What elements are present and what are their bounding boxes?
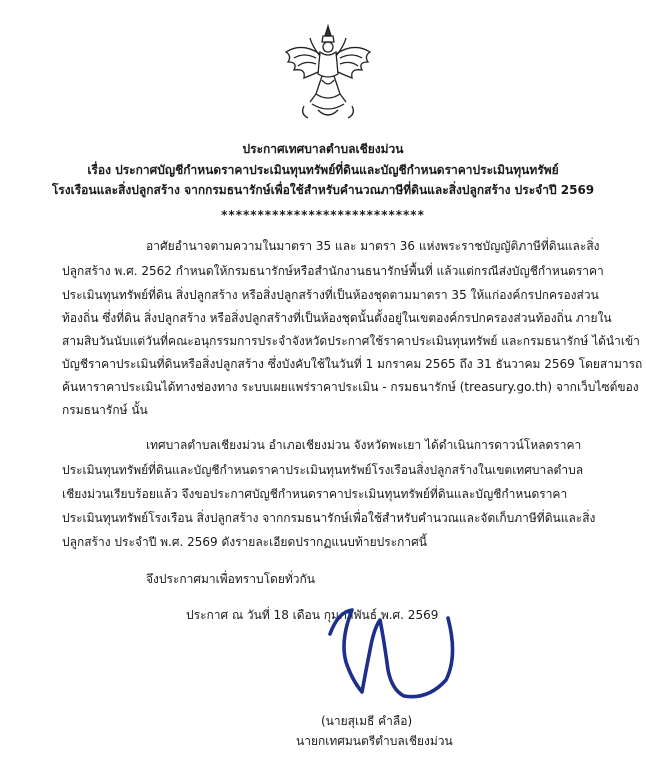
separator-stars: **************************** [221,208,425,222]
signer-name: (นายสุเมธี คำลือ) [321,714,413,728]
subject-line-2: โรงเรือนและสิ่งปลูกสร้าง จากกรมธนารักษ์เพื่อใช้สำหรับคำนวณภาษีที่ดินและสิ่งปลูกสร้าง ประจำปี 2569 [51,183,595,197]
issuer-heading: ประกาศเทศบาลตำบลเชียงม่วน [242,142,404,156]
signer-title: นายกเทศมนตรีตำบลเชียงม่วน [296,734,453,748]
para2-line: ประเมินทุนทรัพย์โรงเรือน สิ่งปลูกสร้าง จากกรมธนารักษ์เพื่อใช้สำหรับคำนวณและจัดเก็บภาษีที่ดินและสิ่ง [62,511,596,525]
para2-line: เชียงม่วนเรียบร้อยแล้ว จึงขอประกาศบัญชีกำหนดราคาประเมินทุนทรัพย์ที่ดินและบัญชีกำหนดราคา [62,487,568,501]
garuda-emblem-icon [282,22,374,126]
para1-line: ท้องถิ่น ซึ่งที่ดิน สิ่งปลูกสร้าง หรือสิ่งปลูกสร้างที่เป็นห้องชุดนั้นตั้งอยู่ในเขตองค์กรปกครองส่วนท้องถิ่น ภายใน [62,311,612,325]
handwritten-signature [318,600,458,718]
para1-line: ปลูกสร้าง พ.ศ. 2562 กำหนดให้กรมธนารักษ์หรือสำนักงานธนารักษ์พื้นที่ แล้วแต่กรณีส่งบัญชีกำหนดราคา [62,264,604,278]
para2-line: เทศบาลตำบลเชียงม่วน อำเภอเชียงม่วน จังหวัดพะเยา ได้ดำเนินการดาวน์โหลดราคา [146,438,582,452]
para1-line: กรมธนารักษ์ นั้น [62,403,148,417]
para1-line: ประเมินทุนทรัพย์ที่ดิน สิ่งปลูกสร้าง หรือสิ่งปลูกสร้างที่เป็นห้องชุดตามมาตรา 35 ให้แก่องค์กรปกครองส่วน [62,288,599,302]
date-line: ประกาศ ณ วันที่ 18 เดือน กุมภาพันธ์ พ.ศ. 2569 [186,608,439,622]
subject-line-1: เรื่อง ประกาศบัญชีกำหนดราคาประเมินทุนทรัพย์ที่ดินและบัญชีกำหนดราคาประเมินทุนทรัพย์ [87,163,559,177]
para1-line: ค้นหาราคาประเมินได้ทางช่องทาง ระบบเผยแพร่ราคาประเมิน - กรมธนารักษ์ (treasury.go.th) จากเว็บไซต์ของ [62,380,639,394]
para2-line: ประเมินทุนทรัพย์ที่ดินและบัญชีกำหนดราคาประเมินทุนทรัพย์โรงเรือนสิ่งปลูกสร้างในเขตเทศบาลตำบล [62,463,584,477]
para1-line: บัญชีราคาประเมินที่ดินหรือสิ่งปลูกสร้าง ซึ่งบังคับใช้ในวันที่ 1 มกราคม 2565 ถึง 31 ธันวาคม 2569 โดยสามารถ [62,357,643,371]
para2-line: ปลูกสร้าง ประจำปี พ.ศ. 2569 ดังรายละเอียดปรากฏแนบท้ายประกาศนี้ [62,535,427,549]
closing-statement: จึงประกาศมาเพื่อทราบโดยทั่วกัน [146,572,315,586]
para1-line: อาศัยอำนาจตามความในมาตรา 35 และ มาตรา 36 แห่งพระราชบัญญัติภาษีที่ดินและสิ่ง [146,239,600,253]
para1-line: สามสิบวันนับแต่วันที่คณะอนุกรรมการประจำจังหวัดประกาศใช้ราคาประเมินทุนทรัพย์ และกรมธนารักษ์ ได้นำเข้า [62,334,640,348]
